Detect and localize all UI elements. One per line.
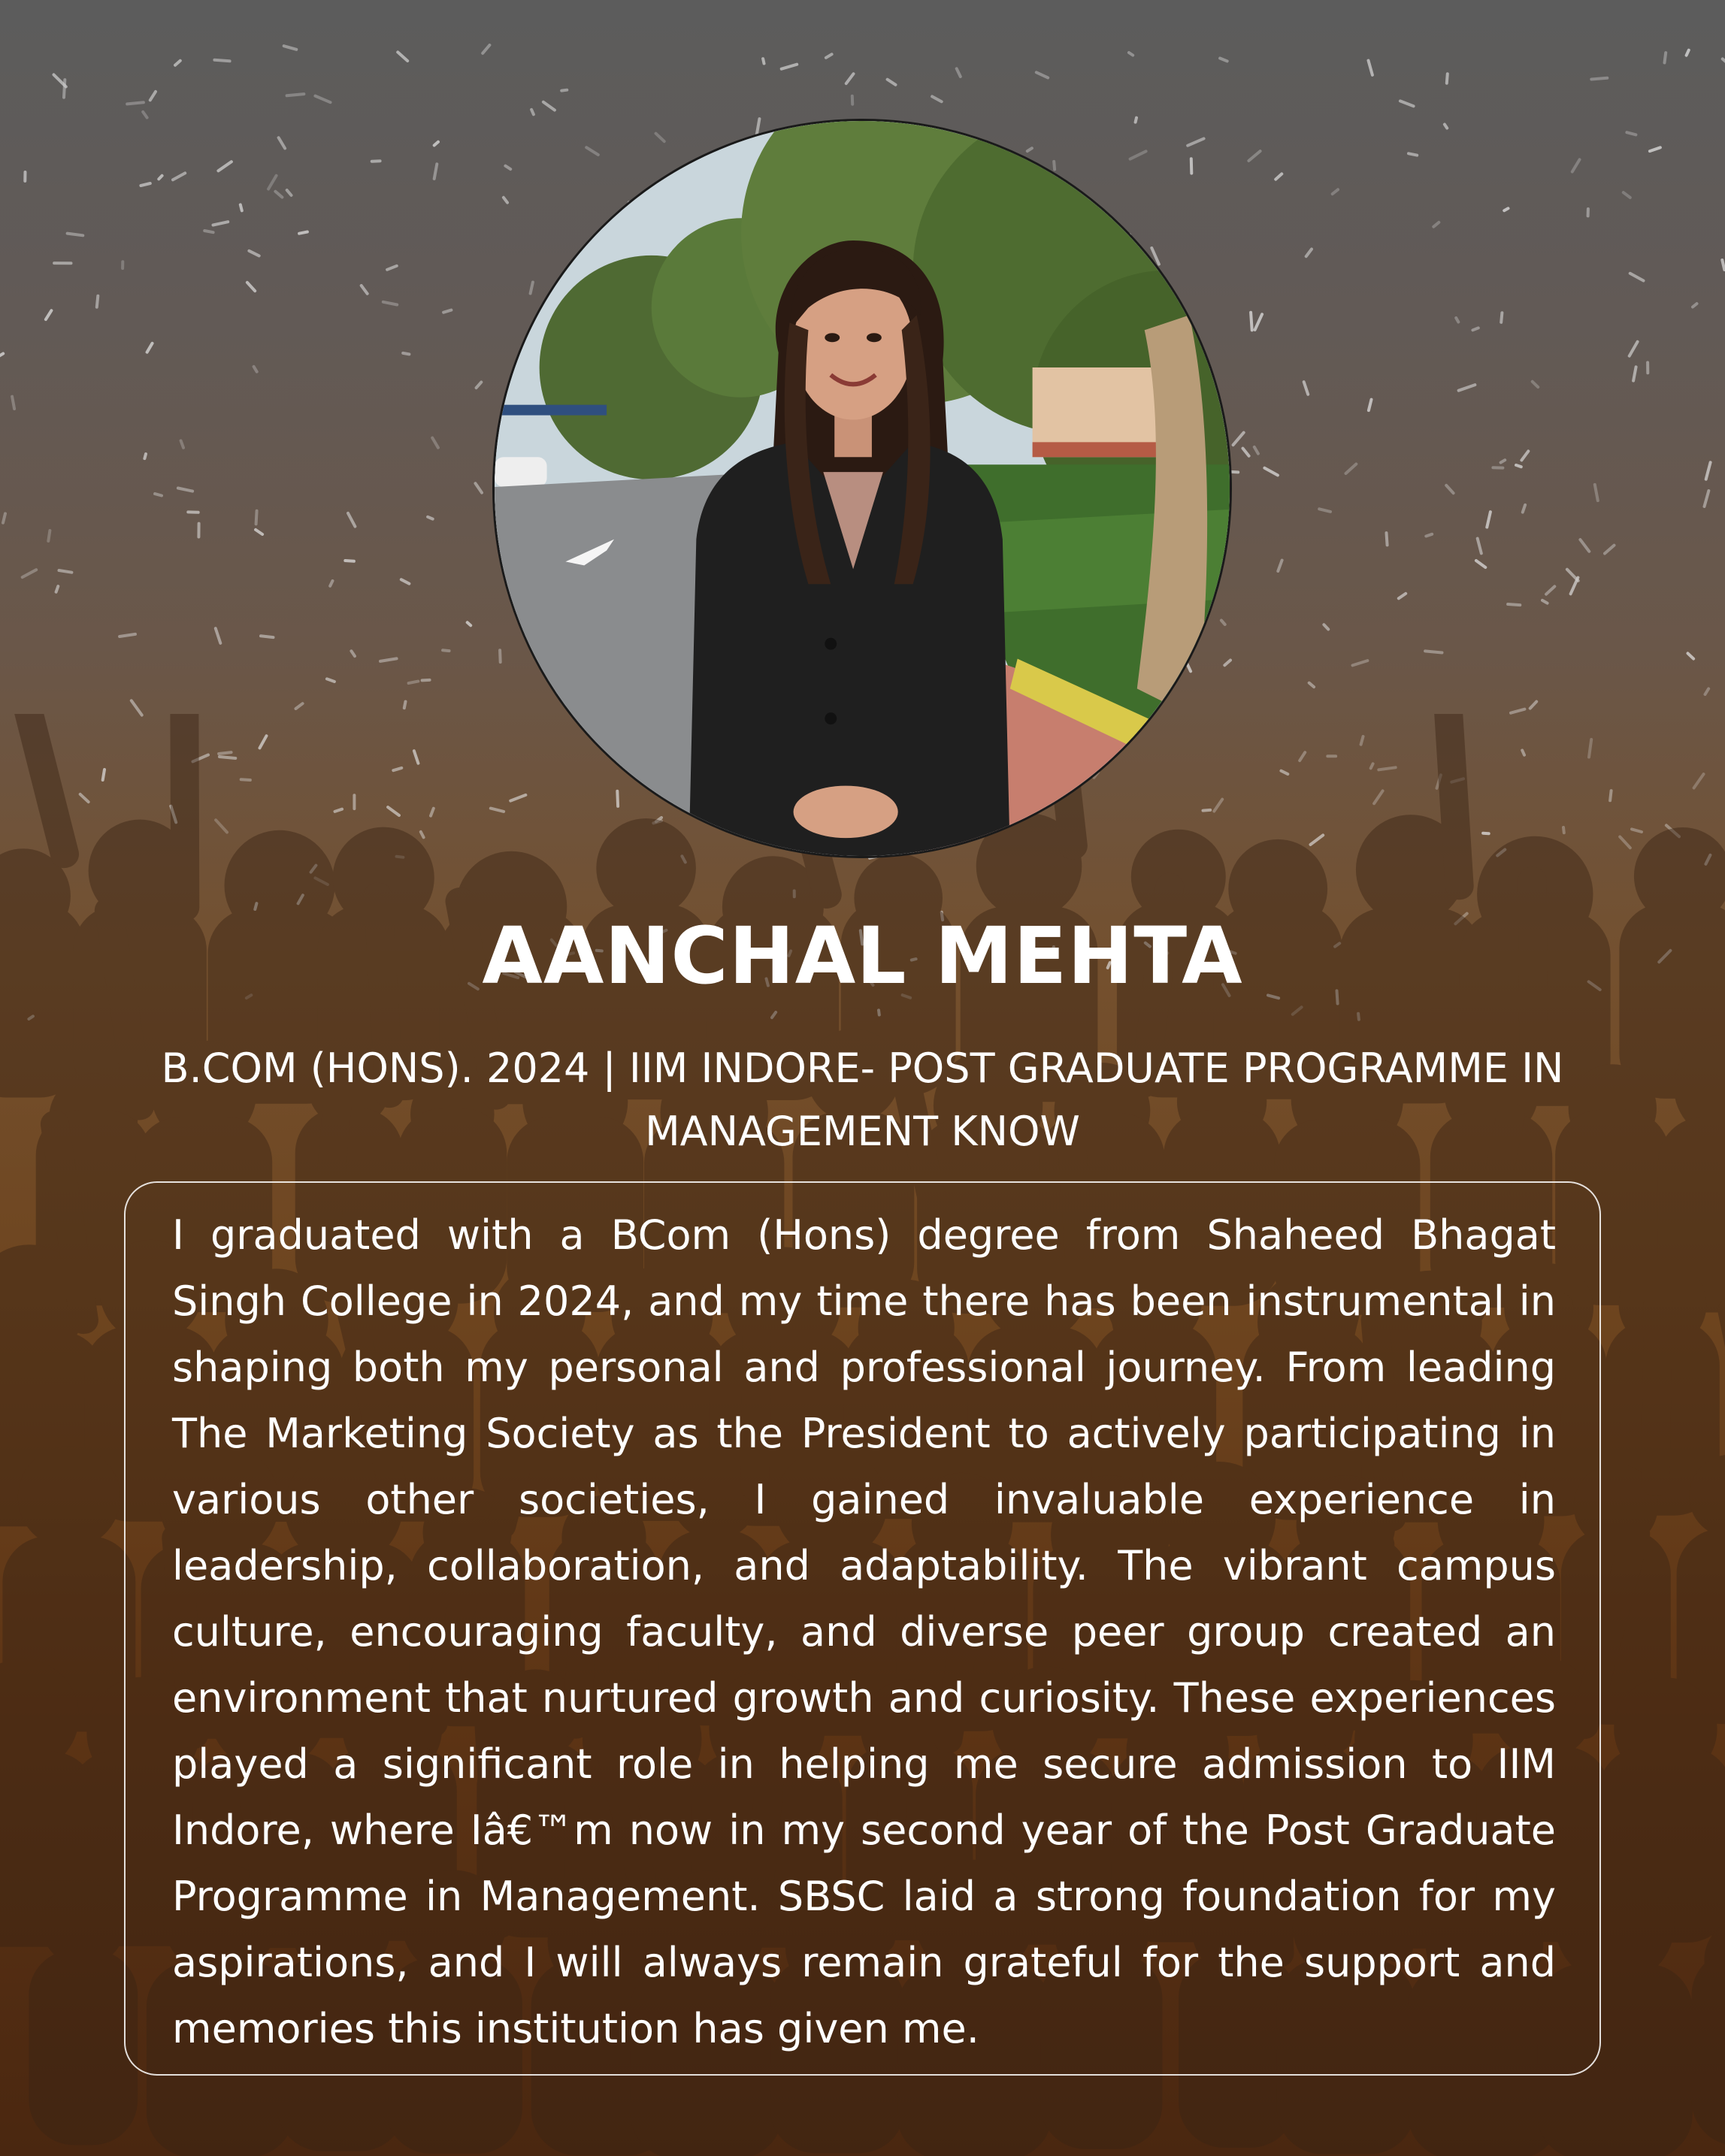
photo-illustration <box>495 121 1230 856</box>
testimonial-text: I graduated with a BCom (Hons) degree from Shaheed Bhagat Singh College in 2024, and my time there has been instrumental in shaping both my personal and professional journey. From leading The Marketing Society as the President to actively participating in various other societies, I gained invaluable experience in leadership, collaboration, and adaptability. The vibrant campus culture, encouraging faculty, and diverse peer group created an environment that nurtured growth and curiosity. These experiences played a significant role in helping me secure admission to IIM Indore, where Iâ€™m now in my second year of the Post Graduate Programme in Management. SBSC laid a strong foundation for my aspirations, and I will always remain grateful for the support and memories this institution has given me. <box>172 1211 1556 2052</box>
credentials-subtitle: B.COM (HONS). 2024 | IIM INDORE- POST GRADUATE PROGRAMME IN MANAGEMENT KNOW <box>161 1045 1564 1155</box>
person-name: AANCHAL MEHTA <box>482 910 1243 1002</box>
profile-photo <box>492 119 1232 858</box>
testimonial-box <box>124 1181 1601 2076</box>
